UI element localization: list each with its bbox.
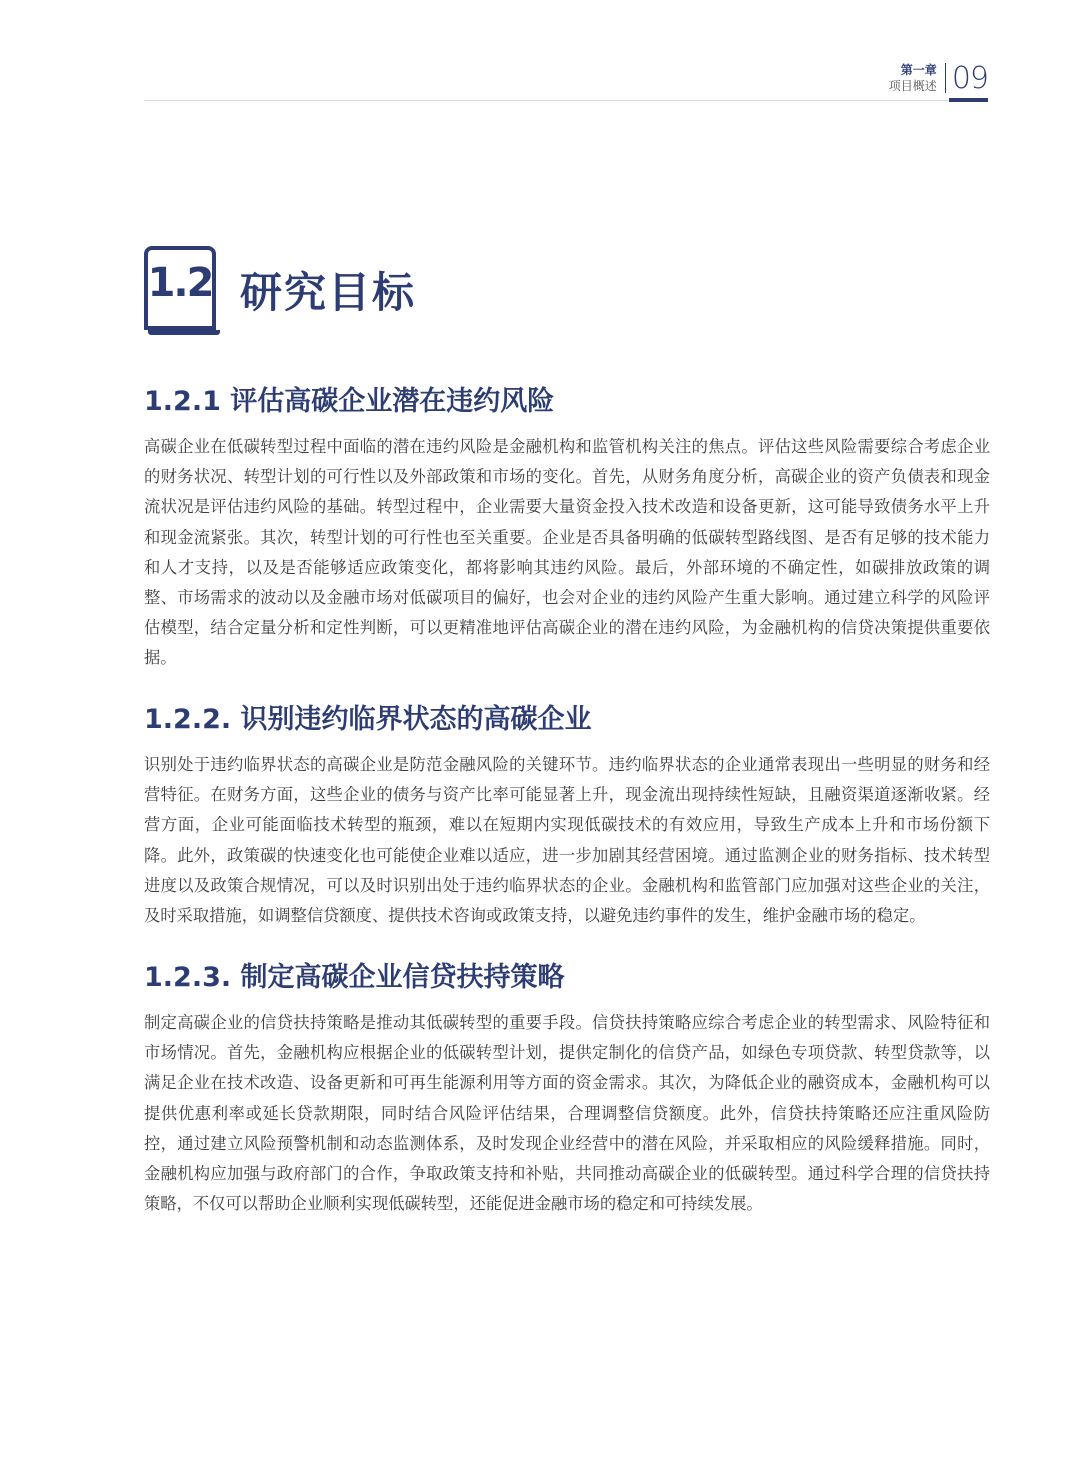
chapter-title: 项目概述 (888, 79, 937, 93)
subsection-title-1: 1.2.1 评估高碳企业潜在违约风险 (144, 386, 555, 417)
running-header (889, 56, 988, 100)
header-labels (889, 62, 937, 94)
subsection-body-2: 识别处于违约临界状态的高碳企业是防范金融风险的关键环节。违约临界状态的企业通常表现出一些明显的财务和经营特征。在财务方面，这些企业的债务与资产比率可能显著上升，现金流出现持续性短缺，且融资渠道逐渐收紧。经营方面，企业可能面临技术转型的瓶颈，难以在短期内实现低碳技术的有效应用，导致生产成本上升和市场份额下降。此外，政策碳的快速变化也可能使企业难以适应，进一步加剧其经营困境。通过监测企业的财务指标、技术转型进度以及政策合规情况，可以及时识别出处于违约临界状态的企业。金融机构和监管部门应加强对这些企业的关注，及时采取措施，如调整信贷额度、提供技术咨询或政策支持，以避免违约事件的发生，维护金融市场的稳定。 (144, 755, 990, 926)
page-number: 09 (951, 60, 988, 96)
section-number-badge (144, 246, 218, 334)
section-heading (144, 232, 416, 348)
badge-shadow (148, 330, 220, 335)
section-title: 研究目标 (240, 268, 417, 318)
subsection-title-2: 1.2.2. 识别违约临界状态的高碳企业 (144, 704, 592, 735)
subsection-title-3: 1.2.3. 制定高碳企业信贷扶持策略 (144, 962, 565, 993)
header-rule (144, 100, 988, 101)
chapter-label: 第一章 (900, 63, 937, 77)
section-number: 1.2 (147, 260, 213, 307)
subsection-body-3: 制定高碳企业的信贷扶持策略是推动其低碳转型的重要手段。信贷扶持策略应综合考虑企业的转型需求、风险特征和市场情况。首先，金融机构应根据企业的低碳转型计划，提供定制化的信贷产品，如绿色专项贷款、转型贷款等，以满足企业在技术改造、设备更新和可再生能源利用等方面的资金需求。其次，为降低企业的融资成本，金融机构可以提供优惠利率或延长贷款期限，同时结合风险评估结果，合理调整信贷额度。此外，信贷扶持策略还应注重风险防控，通过建立风险预警机制和动态监测体系，及时发现企业经营中的潜在风险，并采取相应的风险缓释措施。同时，金融机构应加强与政府部门的合作，争取政策支持和补贴，共同推动高碳企业的低碳转型。通过科学合理的信贷扶持策略，不仅可以帮助企业顺利实现低碳转型，还能促进金融市场的稳定和可持续发展。 (144, 1013, 990, 1214)
subsection-body-1: 高碳企业在低碳转型过程中面临的潜在违约风险是金融机构和监管机构关注的焦点。评估这些风险需要综合考虑企业的财务状况、转型计划的可行性以及外部政策和市场的变化。首先，从财务角度分析，高碳企业的资产负债表和现金流状况是评估违约风险的基础。转型过程中，企业需要大量资金投入技术改造和设备更新，这可能导致债务水平上升和现金流紧张。其次，转型计划的可行性也至关重要。企业是否具备明确的低碳转型路线图、是否有足够的技术能力和人才支持，以及是否能够适应政策变化，都将影响其违约风险。最后，外部环境的不确定性，如碳排放政策的调整、市场需求的波动以及金融市场对低碳项目的偏好，也会对企业的违约风险产生重大影响。通过建立科学的风险评估模型，结合定量分析和定性判断，可以更精准地评估高碳企业的潜在违约风险，为金融机构的信贷决策提供重要依据。 (144, 437, 990, 668)
header-divider (945, 63, 946, 93)
header-accent-bar (949, 98, 988, 102)
